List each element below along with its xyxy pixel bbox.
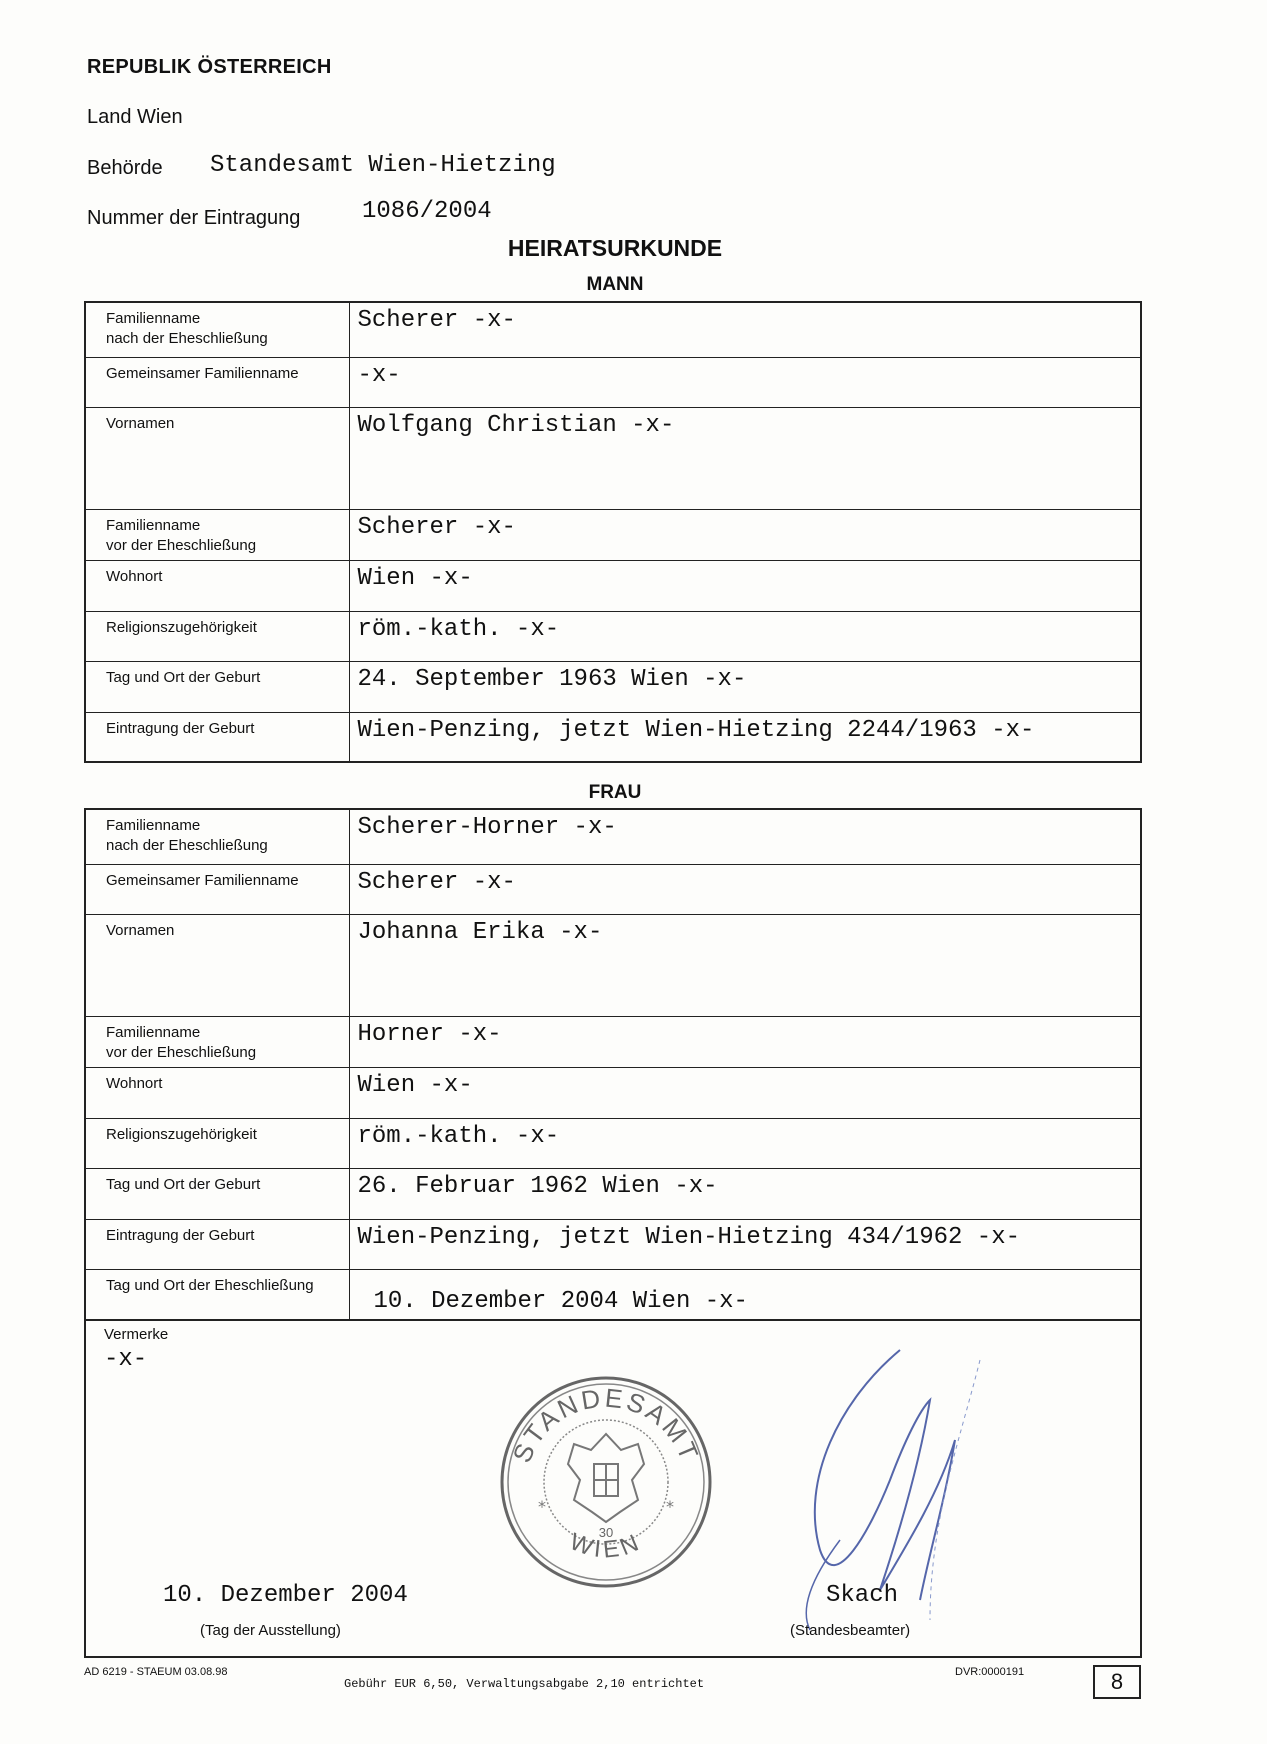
- table-row: [85, 1016, 1141, 1067]
- document-title: HEIRATSURKUNDE: [507, 235, 723, 261]
- field-label: Gemeinsamer Familienname: [85, 864, 349, 914]
- field-label: Wohnort: [85, 560, 349, 611]
- table-row: [85, 661, 1141, 712]
- table-row: [85, 1118, 1141, 1168]
- field-label: Vornamen: [85, 914, 349, 1016]
- field-label: Tag und Ort der Geburt: [85, 1168, 349, 1219]
- marriage-row: [85, 1269, 1141, 1320]
- mann-heading: MANN: [586, 274, 644, 295]
- table-row: [85, 407, 1141, 509]
- issue-date-caption: (Tag der Ausstellung): [200, 1622, 341, 1639]
- dvr-number: DVR:0000191: [955, 1666, 1025, 1678]
- svg-text:STANDESAMT: [507, 1383, 706, 1467]
- authority-label: Behörde: [87, 157, 163, 179]
- table-row: [85, 302, 1141, 357]
- field-label: Familienname vor der Eheschließung: [85, 509, 349, 560]
- field-value: Scherer -x-: [349, 509, 1141, 560]
- page-number: 8: [1093, 1665, 1141, 1699]
- field-value: -x-: [349, 357, 1141, 407]
- mann-table: [84, 301, 1142, 763]
- field-label: Vornamen: [85, 407, 349, 509]
- frau-heading: FRAU: [588, 782, 642, 803]
- field-label: Familienname nach der Eheschließung: [85, 809, 349, 864]
- field-value: Johanna Erika -x-: [349, 914, 1141, 1016]
- marriage-value: 10. Dezember 2004 Wien -x-: [349, 1269, 1141, 1320]
- field-value: Scherer -x-: [349, 302, 1141, 357]
- stamp-top-text: STANDESAMT: [506, 1382, 706, 1467]
- svg-text:*: *: [666, 1497, 674, 1516]
- stamp-number: 30: [598, 1525, 614, 1540]
- field-value: 24. September 1963 Wien -x-: [349, 661, 1141, 712]
- field-value: Wien-Penzing, jetzt Wien-Hietzing 2244/1963 -x-: [349, 712, 1141, 762]
- fee-note: Gebühr EUR 6,50, Verwaltungsabgabe 2,10 entrichtet: [344, 1677, 705, 1691]
- table-row: [85, 560, 1141, 611]
- officer-caption: (Standesbeamter): [790, 1622, 911, 1639]
- table-row: [85, 509, 1141, 560]
- table-row: [85, 1168, 1141, 1219]
- table-row: [85, 914, 1141, 1016]
- field-value: Horner -x-: [349, 1016, 1141, 1067]
- marriage-label: Tag und Ort der Eheschließung: [85, 1269, 349, 1320]
- field-value: Scherer -x-: [349, 864, 1141, 914]
- svg-text:*: *: [538, 1497, 546, 1516]
- field-value: Wien -x-: [349, 560, 1141, 611]
- signature-icon: [780, 1340, 1040, 1640]
- officer-name: Skach: [826, 1582, 899, 1609]
- field-label: Gemeinsamer Familienname: [85, 357, 349, 407]
- field-value: 26. Februar 1962 Wien -x-: [349, 1168, 1141, 1219]
- country-heading: REPUBLIK ÖSTERREICH: [87, 56, 332, 78]
- field-value: Wolfgang Christian -x-: [349, 407, 1141, 509]
- table-row: [85, 809, 1141, 864]
- field-label: Familienname vor der Eheschließung: [85, 1016, 349, 1067]
- field-value: Scherer-Horner -x-: [349, 809, 1141, 864]
- remarks-value: -x-: [104, 1346, 148, 1373]
- field-label: Tag und Ort der Geburt: [85, 661, 349, 712]
- table-row: [85, 712, 1141, 762]
- authority-value: Standesamt Wien-Hietzing: [210, 152, 556, 179]
- field-value: Wien -x-: [349, 1067, 1141, 1118]
- issue-date: 10. Dezember 2004: [163, 1582, 408, 1609]
- field-label: Religionszugehörigkeit: [85, 1118, 349, 1168]
- field-value: Wien-Penzing, jetzt Wien-Hietzing 434/1962 -x-: [349, 1219, 1141, 1269]
- table-row: [85, 611, 1141, 661]
- field-value: röm.-kath. -x-: [349, 1118, 1141, 1168]
- field-label: Wohnort: [85, 1067, 349, 1118]
- field-label: Eintragung der Geburt: [85, 712, 349, 762]
- field-value: röm.-kath. -x-: [349, 611, 1141, 661]
- stamp-bottom-text: WIEN: [565, 1528, 647, 1564]
- land-label: Land Wien: [87, 106, 183, 128]
- field-label: Familienname nach der Eheschließung: [85, 302, 349, 357]
- table-row: [85, 1219, 1141, 1269]
- form-id: AD 6219 - STAEUM 03.08.98: [84, 1666, 228, 1678]
- remarks-label: Vermerke: [104, 1326, 169, 1343]
- field-label: Eintragung der Geburt: [85, 1219, 349, 1269]
- table-row: [85, 357, 1141, 407]
- field-label: Religionszugehörigkeit: [85, 611, 349, 661]
- entry-number-value: 1086/2004: [362, 198, 492, 225]
- frau-table: [84, 808, 1142, 1321]
- table-row: [85, 1067, 1141, 1118]
- entry-number-label: Nummer der Eintragung: [87, 207, 301, 229]
- official-seal-icon: [496, 1372, 716, 1592]
- table-row: [85, 864, 1141, 914]
